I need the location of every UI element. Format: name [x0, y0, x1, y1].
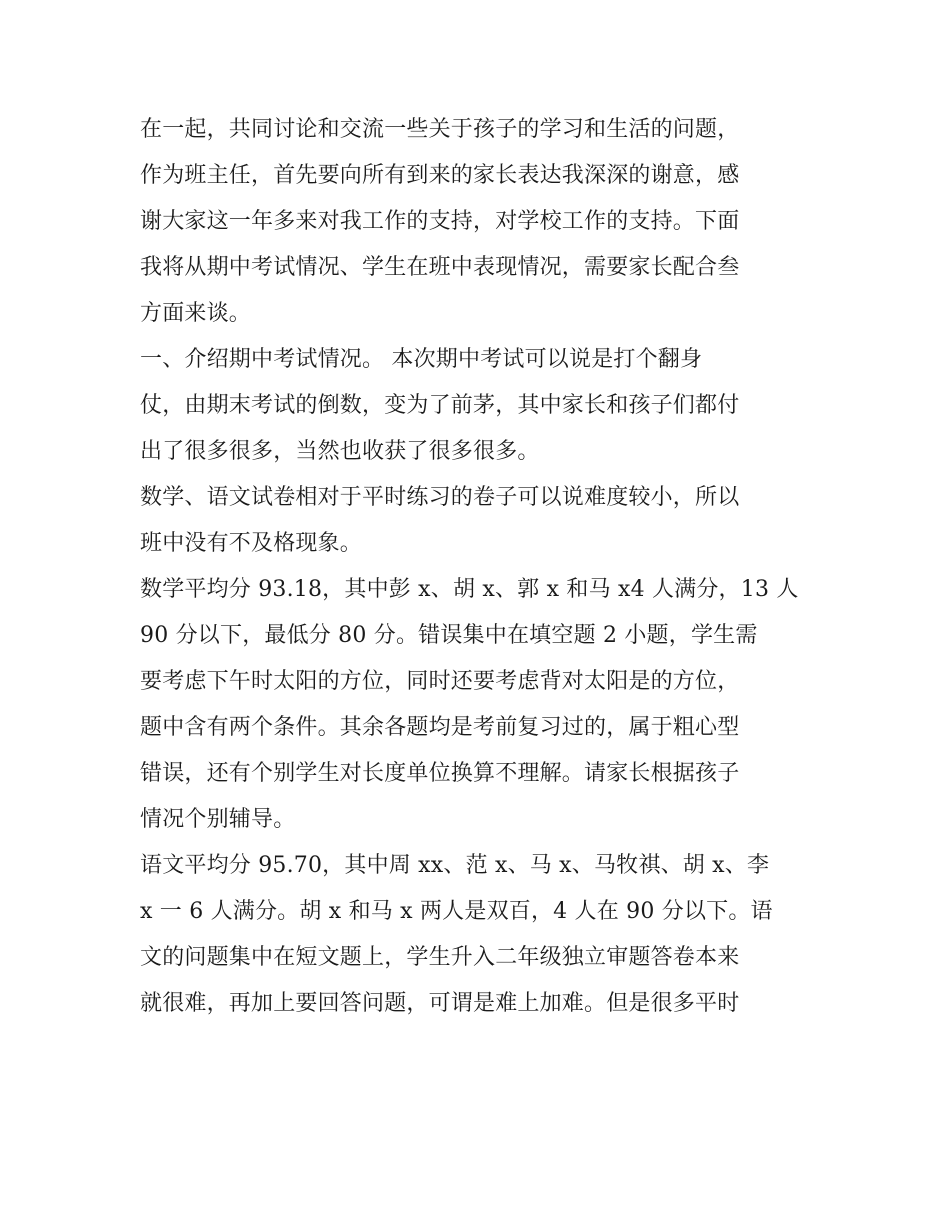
text-line: 情况个别辅导。 — [140, 807, 296, 832]
text-line: 我将从期中考试情况、学生在班中表现情况，需要家长配合叁 — [140, 255, 740, 280]
text-line: 谢大家这一年多来对我工作的支持，对学校工作的支持。下面 — [140, 209, 740, 234]
text-line: 方面来谈。 — [140, 301, 252, 326]
text-line: 数学平均分 93.18，其中彭 x、胡 x、郭 x 和马 x4 人满分，13 人 — [140, 577, 799, 602]
text-line: 90 分以下，最低分 80 分。错误集中在填空题 2 小题，学生需 — [140, 623, 758, 648]
text-line: 在一起，共同讨论和交流一些关于孩子的学习和生活的问题， — [140, 117, 740, 142]
section-heading-line: 一、介绍期中考试情况。 本次期中考试可以说是打个翻身 — [140, 347, 703, 372]
text-line: 就很难，再加上要回答问题，可谓是难上加难。但是很多平时 — [140, 991, 740, 1016]
text-line: x 一 6 人满分。胡 x 和马 x 两人是双百，4 人在 90 分以下。语 — [140, 899, 773, 924]
body-text — [140, 107, 820, 1027]
text-line: 仗，由期末考试的倒数，变为了前茅，其中家长和孩子们都付 — [140, 393, 740, 418]
text-line: 要考虑下午时太阳的方位，同时还要考虑背对太阳是的方位， — [140, 669, 740, 694]
text-line: 文的问题集中在短文题上，学生升入二年级独立审题答卷本来 — [140, 945, 740, 970]
text-line: 出了很多很多，当然也收获了很多很多。 — [140, 439, 540, 464]
text-line: 题中含有两个条件。其余各题均是考前复习过的，属于粗心型 — [140, 715, 740, 740]
text-line: 班中没有不及格现象。 — [140, 531, 363, 556]
text-line: 语文平均分 95.70，其中周 xx、范 x、马 x、马牧祺、胡 x、李 — [140, 853, 770, 878]
text-line: 数学、语文试卷相对于平时练习的卷子可以说难度较小，所以 — [140, 485, 740, 510]
text-line: 错误，还有个别学生对长度单位换算不理解。请家长根据孩子 — [140, 761, 740, 786]
text-line: 作为班主任，首先要向所有到来的家长表达我深深的谢意，感 — [140, 163, 740, 188]
